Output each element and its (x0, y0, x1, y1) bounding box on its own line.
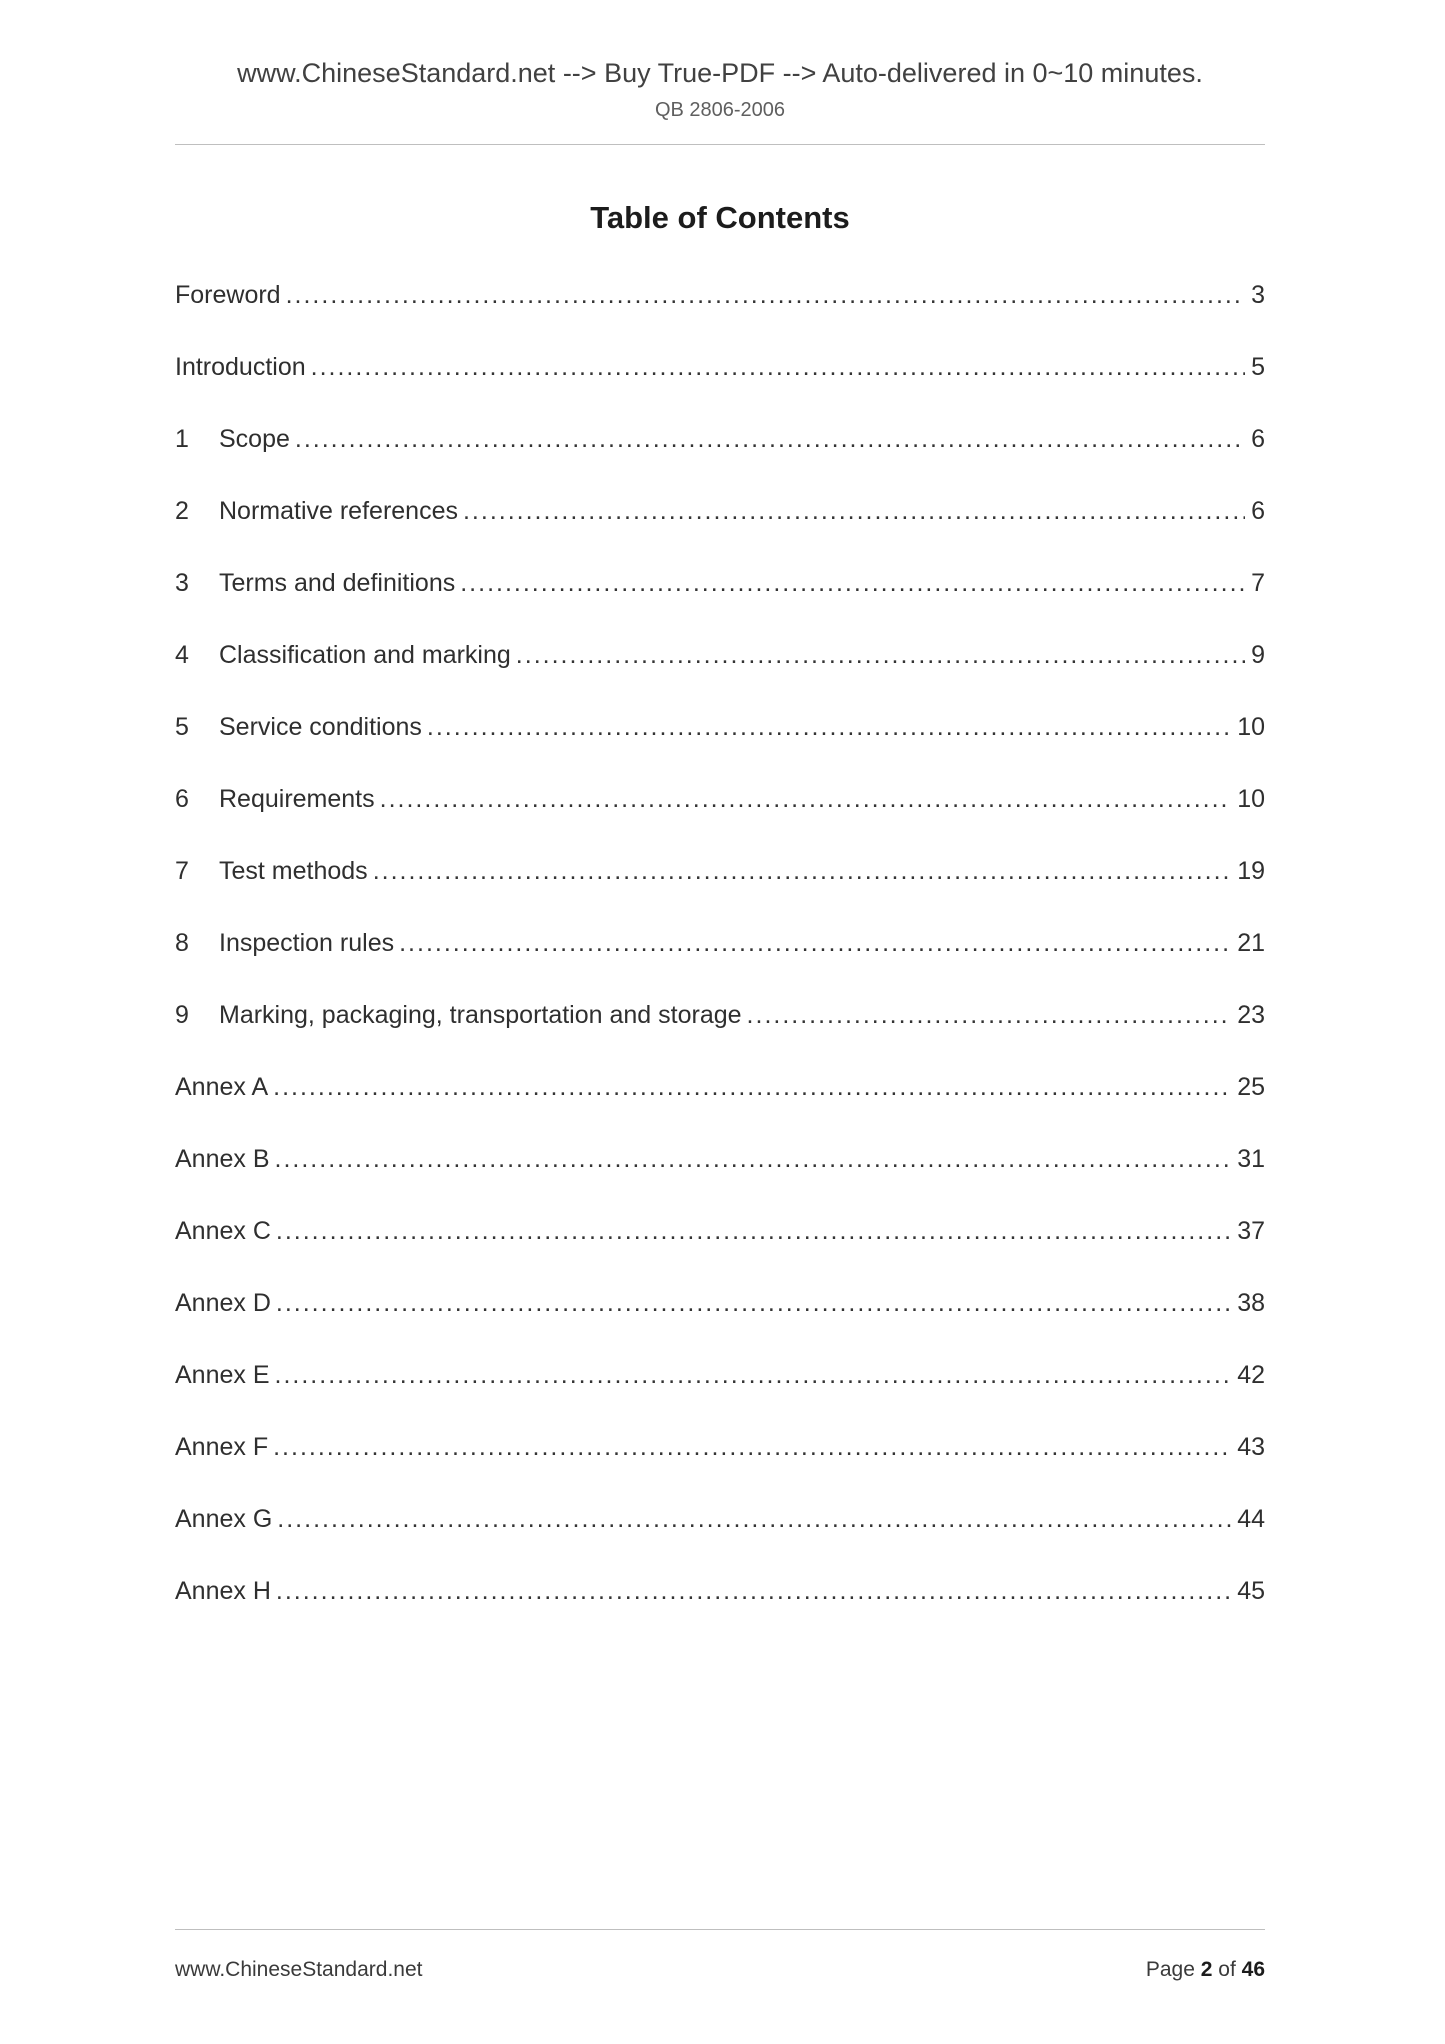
toc-entry-label: Terms and definitions (219, 569, 456, 597)
toc-entry (175, 1361, 1265, 1433)
toc-entry-page: 10 (1237, 713, 1265, 741)
toc-entry-page: 6 (1251, 497, 1265, 525)
toc-entry-label: Scope (219, 425, 290, 453)
toc-entry (175, 929, 1265, 1001)
toc-entry (175, 281, 1265, 353)
toc-entry-label: Annex F (175, 1433, 269, 1461)
toc-entry-label: Foreword (175, 281, 281, 309)
toc-entry-number: 5 (175, 713, 189, 741)
toc-entry-page: 25 (1237, 1073, 1265, 1101)
toc-entry (175, 641, 1265, 713)
toc-entry-page: 7 (1251, 569, 1265, 597)
toc-dot-leader (273, 1073, 1231, 1102)
toc-entry-page: 3 (1251, 281, 1265, 309)
toc-dot-leader (373, 857, 1232, 886)
toc-entry-label: Annex B (175, 1145, 270, 1173)
toc-dot-leader (460, 569, 1245, 598)
toc-entry-number: 3 (175, 569, 189, 597)
toc-entry (175, 497, 1265, 569)
page-footer (175, 1929, 1265, 1982)
toc-entry-number: 1 (175, 425, 189, 453)
toc-entry-label: Inspection rules (219, 929, 395, 957)
toc-entry-page: 37 (1237, 1217, 1265, 1245)
header-promo-text: www.ChineseStandard.net --> Buy True-PDF --> Auto-delivered in 0~10 minutes. (237, 58, 1203, 88)
toc-dot-leader (295, 425, 1245, 454)
toc-dot-leader (747, 1001, 1232, 1030)
toc-entry-page: 21 (1237, 929, 1265, 957)
toc-entry-page: 45 (1237, 1577, 1265, 1605)
footer-page-total: 46 (1241, 1958, 1265, 1981)
toc-entry-page: 23 (1237, 1001, 1265, 1029)
toc-entry-label: Annex G (175, 1505, 273, 1533)
toc-entry-page: 9 (1251, 641, 1265, 669)
toc-entry-page: 31 (1237, 1145, 1265, 1173)
toc-dot-leader (311, 353, 1245, 382)
footer-divider (175, 1929, 1265, 1930)
toc-entry (175, 1433, 1265, 1505)
footer-site-link[interactable]: www.ChineseStandard.net (175, 1958, 423, 1981)
toc-entry (175, 569, 1265, 641)
toc-dot-leader (277, 1505, 1231, 1534)
header-doc-code: QB 2806-2006 (654, 99, 786, 121)
toc-entry (175, 1289, 1265, 1361)
toc-entry-label: Requirements (219, 785, 375, 813)
toc-dot-leader (399, 929, 1231, 958)
toc-entry (175, 1217, 1265, 1289)
toc-title: Table of Contents (590, 200, 850, 235)
toc-dot-leader (275, 1145, 1232, 1174)
toc-entry-number: 2 (175, 497, 189, 525)
toc-entry (175, 1505, 1265, 1577)
toc-dot-leader (276, 1577, 1231, 1606)
toc-entry-number: 9 (175, 1001, 189, 1029)
toc-entry-number: 6 (175, 785, 189, 813)
toc-entry (175, 425, 1265, 497)
toc-entry (175, 857, 1265, 929)
toc-dot-leader (380, 785, 1232, 814)
toc-entry-page: 44 (1237, 1505, 1265, 1533)
toc-dot-leader (276, 1289, 1231, 1318)
toc-dot-leader (286, 281, 1246, 310)
toc-entry-page: 38 (1237, 1289, 1265, 1317)
header-divider (175, 144, 1265, 145)
toc-entry-label: Service conditions (219, 713, 422, 741)
page-header (175, 58, 1265, 145)
toc-entry-page: 10 (1237, 785, 1265, 813)
toc-entry-label: Introduction (175, 353, 306, 381)
toc-entry-label: Classification and marking (219, 641, 511, 669)
toc-dot-leader (275, 1361, 1232, 1390)
toc-entry (175, 785, 1265, 857)
toc-entry (175, 713, 1265, 785)
toc-dot-leader (276, 1217, 1231, 1246)
toc-entry-label: Test methods (219, 857, 368, 885)
toc-entry-label: Annex C (175, 1217, 271, 1245)
toc-entry-label: Normative references (219, 497, 458, 525)
toc-entry (175, 353, 1265, 425)
toc-entry-label: Annex A (175, 1073, 269, 1101)
toc-dot-leader (463, 497, 1245, 526)
toc-entry-page: 42 (1237, 1361, 1265, 1389)
toc-entry (175, 1001, 1265, 1073)
toc-dot-leader (516, 641, 1245, 670)
toc-entry (175, 1577, 1265, 1649)
toc-entry-label: Annex D (175, 1289, 271, 1317)
toc-entry-page: 5 (1251, 353, 1265, 381)
toc-entry (175, 1073, 1265, 1145)
toc-entry-page: 43 (1237, 1433, 1265, 1461)
toc-dot-leader (273, 1433, 1231, 1462)
toc-entry-label: Annex H (175, 1577, 271, 1605)
footer-page-current: 2 (1200, 1958, 1213, 1981)
toc-entry-page: 6 (1251, 425, 1265, 453)
footer-page-word: Page (1145, 1958, 1195, 1981)
footer-page-info (1146, 1958, 1265, 1982)
toc-entry-number: 8 (175, 929, 189, 957)
footer-of-word: of (1218, 1958, 1236, 1981)
toc-entry (175, 1145, 1265, 1217)
toc-entry-number: 4 (175, 641, 189, 669)
toc-entry-label: Marking, packaging, transportation and storage (219, 1001, 742, 1029)
toc-dot-leader (427, 713, 1231, 742)
toc-entry-number: 7 (175, 857, 189, 885)
toc-entry-page: 19 (1237, 857, 1265, 885)
toc-entry-label: Annex E (175, 1361, 270, 1389)
toc-list (175, 281, 1265, 1649)
